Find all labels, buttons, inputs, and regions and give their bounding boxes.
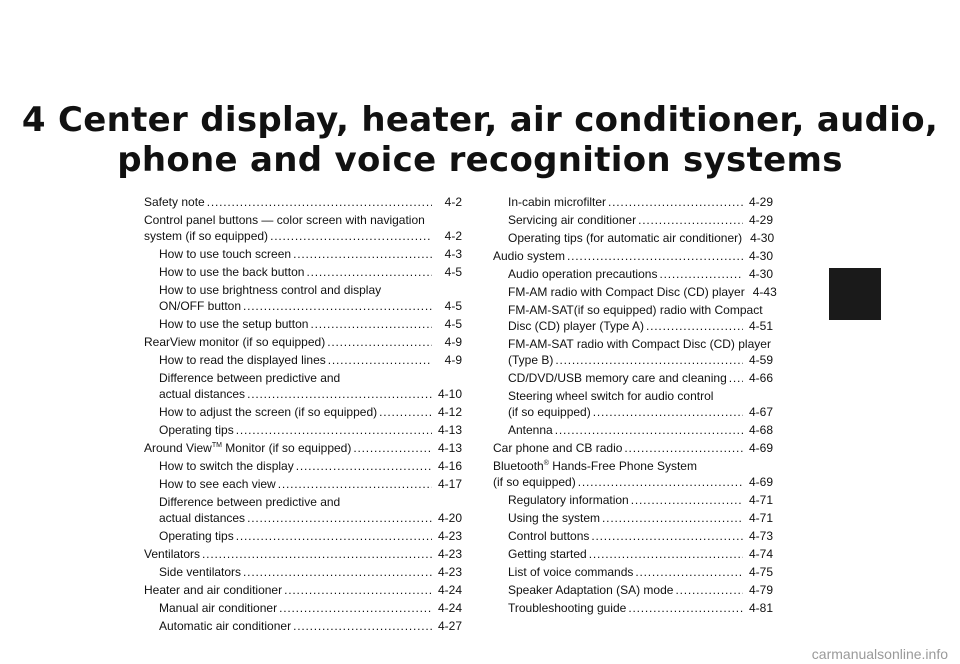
toc-entry-label — [144, 334, 325, 350]
dot-leader — [278, 476, 432, 492]
toc-entry-label — [159, 528, 234, 544]
toc-entry-label-text: Ventilators — [144, 547, 201, 561]
toc-entry-prefix — [508, 388, 773, 404]
toc-entry-row — [508, 492, 773, 508]
toc-right-column — [493, 194, 777, 618]
toc-entry-page: 4-67 — [748, 405, 773, 419]
toc-entry[interactable] — [493, 230, 773, 246]
dot-leader — [236, 528, 432, 544]
toc-entry-prefix-text: Hands-Free Phone System — [548, 459, 697, 473]
toc-entry-label-text: How to read the displayed lines — [159, 353, 326, 367]
toc-entry-label — [508, 564, 633, 580]
toc-entry-page: 4-75 — [748, 565, 773, 579]
toc-entry[interactable] — [144, 582, 462, 598]
dot-leader — [675, 582, 743, 598]
toc-entry-label — [144, 582, 282, 598]
dot-leader — [306, 264, 432, 280]
toc-entry-row — [159, 476, 462, 492]
dot-leader — [243, 564, 432, 580]
toc-entry-label-text: Operating tips — [159, 529, 234, 543]
toc-entry-page: 4-24 — [437, 583, 462, 597]
toc-entry-row — [508, 510, 773, 526]
toc-entry-label-text: How to adjust the screen (if so equipped) — [159, 405, 378, 419]
toc-entry[interactable] — [493, 336, 773, 368]
toc-entry-label — [508, 352, 553, 368]
toc-entry-page: 4-17 — [437, 477, 462, 491]
toc-entry[interactable] — [144, 528, 462, 544]
toc-entry-label — [159, 510, 245, 526]
toc-entry-label — [159, 246, 291, 262]
toc-entry-row — [159, 600, 462, 616]
dot-leader — [327, 334, 432, 350]
toc-entry-row — [508, 370, 773, 386]
toc-entry[interactable] — [144, 476, 462, 492]
toc-entry-row — [159, 564, 462, 580]
toc-entry-label-text: Control buttons — [508, 529, 590, 543]
toc-entry-page: 4-69 — [748, 475, 773, 489]
dot-leader — [310, 316, 432, 332]
dot-leader — [602, 510, 743, 526]
dot-leader — [729, 370, 743, 386]
toc-entry-row — [159, 246, 462, 262]
toc-entry-page: 4-29 — [748, 195, 773, 209]
toc-entry[interactable] — [493, 546, 773, 562]
toc-entry-label-text: Regulatory information — [508, 493, 629, 507]
toc-entry[interactable] — [144, 352, 462, 368]
toc-entry-label-text: Operating tips (for automatic air conditioner) — [508, 231, 743, 245]
dot-leader — [555, 352, 743, 368]
toc-entry-row — [144, 228, 462, 244]
toc-entry[interactable] — [144, 618, 462, 634]
toc-entry-row — [159, 316, 462, 332]
toc-entry-page: 4-30 — [748, 249, 773, 263]
dot-leader — [296, 458, 432, 474]
toc-entry-label — [508, 266, 657, 282]
toc-entry-page: 4-16 — [437, 459, 462, 473]
toc-entry-label-text: Troubleshooting guide — [508, 601, 627, 615]
toc-entry-label — [159, 264, 304, 280]
toc-entry-row — [508, 212, 773, 228]
toc-entry-row — [159, 510, 462, 526]
toc-entry-label-text: Disc (CD) player (Type A) — [508, 319, 645, 333]
toc-entry-label-text: Getting started — [508, 547, 587, 561]
toc-entry-label-text: actual distances — [159, 387, 246, 401]
toc-entry-label-text: How to switch the display — [159, 459, 294, 473]
toc-entry-prefix-text: Difference between predictive and — [159, 371, 341, 385]
toc-entry[interactable] — [144, 546, 462, 562]
toc-entry-row — [159, 422, 462, 438]
toc-entry-prefix — [508, 336, 773, 352]
toc-entry-label-text: (if so equipped) — [493, 475, 576, 489]
toc-entry[interactable] — [144, 334, 462, 350]
toc-entry-prefix — [159, 282, 462, 298]
dot-leader — [567, 248, 743, 264]
watermark: carmanualsonline.info — [811, 646, 948, 662]
toc-entry-label-text: Car phone and CB radio — [493, 441, 623, 455]
toc-entry-row — [159, 528, 462, 544]
toc-entry-prefix — [159, 370, 462, 386]
toc-entry-label — [508, 600, 626, 616]
toc-entry[interactable] — [144, 264, 462, 280]
toc-entry-row — [508, 318, 773, 334]
toc-entry-row — [144, 334, 462, 350]
toc-entry-label-text: Speaker Adaptation (SA) mode — [508, 583, 674, 597]
toc-entry-row — [144, 582, 462, 598]
toc-entry-label — [508, 546, 587, 562]
toc-entry-label — [508, 318, 644, 334]
toc-entry-prefix-text: Control panel buttons — color screen with navigation — [144, 213, 425, 227]
trademark-mark: TM — [211, 442, 222, 449]
toc-entry-label-text: Audio system — [493, 249, 566, 263]
toc-entry-page: 4-24 — [437, 601, 462, 615]
toc-entry-label — [159, 316, 308, 332]
toc-entry[interactable] — [144, 404, 462, 420]
toc-entry-page: 4-13 — [437, 441, 462, 455]
toc-entry-row — [144, 440, 462, 456]
toc-entry-label — [159, 422, 234, 438]
toc-entry-page: 4-68 — [748, 423, 773, 437]
toc-entry-page: 4-51 — [748, 319, 773, 333]
trademark-mark: ® — [543, 460, 549, 467]
toc-entry-prefix — [493, 458, 773, 474]
toc-entry-label — [508, 404, 591, 420]
toc-entry-row — [508, 404, 773, 420]
dot-leader — [247, 510, 432, 526]
toc-entry[interactable] — [144, 246, 462, 262]
toc-entry-label — [144, 228, 268, 244]
toc-entry[interactable] — [493, 248, 773, 264]
toc-entry-page: 4-23 — [437, 547, 462, 561]
toc-entry-row — [144, 194, 462, 210]
dot-leader — [659, 266, 743, 282]
toc-entry-row — [508, 422, 773, 438]
toc-entry-row — [159, 298, 462, 314]
dot-leader — [631, 492, 743, 508]
toc-entry-page: 4-5 — [444, 299, 462, 313]
toc-entry-label — [508, 528, 589, 544]
toc-entry-page: 4-74 — [748, 547, 773, 561]
toc-entry-label — [508, 510, 600, 526]
toc-entry-label-text: (Type B) — [508, 353, 554, 367]
page-title — [0, 100, 960, 180]
toc-entry-page: 4-29 — [748, 213, 773, 227]
toc-entry[interactable] — [493, 492, 773, 508]
toc-entry[interactable] — [493, 266, 773, 282]
dot-leader — [593, 404, 743, 420]
toc-entry-page: 4-2 — [444, 195, 462, 209]
dot-leader — [635, 564, 743, 580]
toc-entry-row — [508, 230, 773, 246]
toc-entry-label — [493, 474, 576, 490]
dot-leader — [379, 404, 432, 420]
toc-entry-row — [159, 458, 462, 474]
toc-entry-label-text: Audio operation precautions — [508, 267, 658, 281]
toc-entry-page: 4-73 — [748, 529, 773, 543]
toc-entry-page: 4-5 — [444, 265, 462, 279]
toc-entry-row — [493, 248, 773, 264]
toc-entry-prefix-text: How to use brightness control and display — [159, 283, 382, 297]
dot-leader — [236, 422, 432, 438]
toc-entry[interactable] — [144, 370, 462, 402]
toc-entry[interactable] — [493, 194, 773, 210]
toc-entry-row — [159, 264, 462, 280]
toc-entry-label-text: How to use the back button — [159, 265, 305, 279]
dot-leader — [578, 474, 743, 490]
toc-entry[interactable] — [144, 422, 462, 438]
toc-entry-prefix-text: Steering wheel switch for audio control — [508, 389, 714, 403]
dot-leader — [293, 618, 432, 634]
toc-entry-page: 4-71 — [748, 511, 773, 525]
dot-leader — [589, 546, 743, 562]
toc-entry-page: 4-9 — [444, 353, 462, 367]
dot-leader — [202, 546, 432, 562]
toc-entry[interactable] — [493, 284, 777, 300]
toc-entry[interactable] — [493, 600, 773, 616]
toc-entry-label — [159, 600, 277, 616]
toc-entry-label — [508, 492, 629, 508]
toc-entry-label — [159, 298, 241, 314]
toc-entry[interactable] — [493, 440, 773, 456]
toc-entry-label-text: ON/OFF button — [159, 299, 242, 313]
dot-leader — [243, 298, 432, 314]
toc-entry[interactable] — [144, 458, 462, 474]
toc-entry-label-text: system (if so equipped) — [144, 229, 269, 243]
toc-entry-page: 4-66 — [748, 371, 773, 385]
dot-leader — [624, 440, 743, 456]
toc-entry-label — [508, 422, 553, 438]
toc-entry-label — [493, 440, 622, 456]
toc-entry-label — [144, 440, 351, 456]
toc-entry[interactable] — [144, 212, 462, 244]
toc-entry-row — [508, 528, 773, 544]
toc-entry-label-text: FM-AM radio with Compact Disc (CD) player — [508, 285, 745, 299]
toc-entry-label-text: (if so equipped) — [508, 405, 591, 419]
toc-entry-page: 4-30 — [748, 267, 773, 281]
toc-entry-row — [159, 386, 462, 402]
toc-entry-label-text: RearView monitor (if so equipped) — [144, 335, 326, 349]
toc-entry-page: 4-9 — [444, 335, 462, 349]
toc-entry-page: 4-30 — [750, 231, 775, 245]
toc-entry[interactable] — [493, 388, 773, 420]
toc-entry-label — [159, 618, 291, 634]
toc-entry-label-text: Operating tips — [159, 423, 234, 437]
toc-entry-page: 4-20 — [437, 511, 462, 525]
toc-entry-page: 4-27 — [437, 619, 462, 633]
toc-entry-page: 4-23 — [437, 529, 462, 543]
toc-entry-label-text: Monitor (if so equipped) — [221, 441, 352, 455]
toc-entry-page: 4-79 — [748, 583, 773, 597]
toc-entry-label — [493, 248, 565, 264]
dot-leader — [284, 582, 432, 598]
toc-entry-label — [508, 194, 606, 210]
toc-entry[interactable] — [493, 302, 773, 334]
toc-entry-label — [159, 476, 276, 492]
toc-entry-label — [159, 564, 241, 580]
toc-entry-page: 4-81 — [748, 601, 773, 615]
toc-entry-label — [508, 284, 745, 300]
toc-entry-prefix — [508, 302, 773, 318]
toc-entry-page: 4-10 — [437, 387, 462, 401]
toc-entry-label-text: Using the system — [508, 511, 601, 525]
toc-entry-page: 4-43 — [752, 285, 777, 299]
toc-entry-page: 4-23 — [437, 565, 462, 579]
toc-entry-prefix-text: Bluetooth — [493, 459, 544, 473]
toc-entry-label-text: How to see each view — [159, 477, 276, 491]
dot-leader — [207, 194, 432, 210]
toc-entry-label — [508, 212, 636, 228]
toc-entry-prefix — [144, 212, 462, 228]
toc-entry-label-text: How to use touch screen — [159, 247, 292, 261]
toc-entry-label — [159, 386, 245, 402]
toc-entry[interactable] — [144, 600, 462, 616]
toc-entry-page: 4-2 — [444, 229, 462, 243]
dot-leader — [628, 600, 743, 616]
toc-entry[interactable] — [144, 194, 462, 210]
toc-entry-row — [144, 546, 462, 562]
toc-entry[interactable] — [493, 582, 773, 598]
toc-entry-row — [508, 352, 773, 368]
toc-entry-label — [159, 458, 294, 474]
toc-entry[interactable] — [493, 528, 773, 544]
toc-entry-label-text: CD/DVD/USB memory care and cleaning — [508, 371, 727, 385]
dot-leader — [591, 528, 743, 544]
dot-leader — [638, 212, 743, 228]
toc-entry-page: 4-59 — [748, 353, 773, 367]
toc-entry-row — [508, 284, 777, 300]
toc-entry-row — [508, 546, 773, 562]
toc-entry-page: 4-69 — [748, 441, 773, 455]
toc-entry-page: 4-12 — [437, 405, 462, 419]
dot-leader — [646, 318, 743, 334]
toc-entry-page: 4-3 — [444, 247, 462, 261]
toc-entry-label — [508, 230, 742, 246]
toc-entry-label-text: List of voice commands — [508, 565, 634, 579]
toc-entry-page: 4-13 — [437, 423, 462, 437]
toc-entry-label-text: Safety note — [144, 195, 205, 209]
toc-entry[interactable] — [493, 564, 773, 580]
toc-entry-label-text: In-cabin microfilter — [508, 195, 607, 209]
toc-entry-prefix — [159, 494, 462, 510]
toc-entry-label-text: Antenna — [508, 423, 553, 437]
toc-entry-prefix-text: FM-AM-SAT radio with Compact Disc (CD) player — [508, 337, 771, 351]
toc-entry[interactable] — [144, 494, 462, 526]
toc-left-column — [144, 194, 462, 636]
dot-leader — [353, 440, 432, 456]
toc-entry[interactable] — [144, 564, 462, 580]
toc-entry-row — [508, 266, 773, 282]
toc-entry[interactable] — [144, 316, 462, 332]
toc-entry-row — [159, 618, 462, 634]
dot-leader — [270, 228, 432, 244]
toc-entry[interactable] — [144, 440, 462, 456]
toc-entry[interactable] — [493, 510, 773, 526]
toc-entry-label-text: Manual air conditioner — [159, 601, 278, 615]
toc-entry-row — [508, 582, 773, 598]
toc-entry-label — [144, 546, 200, 562]
toc-entry-label-text: Automatic air conditioner — [159, 619, 292, 633]
toc-entry-row — [508, 194, 773, 210]
chapter-tab — [829, 268, 881, 320]
toc-entry-row — [508, 564, 773, 580]
toc-entry-label — [508, 370, 727, 386]
toc-entry-label — [159, 352, 326, 368]
toc-entry-row — [159, 352, 462, 368]
toc-entry[interactable] — [144, 282, 462, 314]
toc-entry-prefix-text: FM-AM-SAT(if so equipped) radio with Compact — [508, 303, 763, 317]
toc-entry-page: 4-5 — [444, 317, 462, 331]
toc-entry-row — [493, 474, 773, 490]
toc-entry-prefix-text: Difference between predictive and — [159, 495, 341, 509]
toc-entry[interactable] — [493, 212, 773, 228]
title-line-2: phone and voice recognition systems — [117, 140, 843, 180]
toc-entry-row — [159, 404, 462, 420]
dot-leader — [247, 386, 432, 402]
toc-entry-label-text: actual distances — [159, 511, 246, 525]
dot-leader — [279, 600, 432, 616]
toc-entry-label-text: Heater and air conditioner — [144, 583, 283, 597]
toc-entry[interactable] — [493, 458, 773, 490]
toc-entry-row — [508, 600, 773, 616]
toc-entry-label-text: Around View — [144, 441, 212, 455]
title-line-1: 4 Center display, heater, air conditioner, audio, — [21, 100, 939, 140]
toc-entry-label — [144, 194, 205, 210]
toc-entry-label-text: Servicing air conditioner — [508, 213, 637, 227]
dot-leader — [608, 194, 743, 210]
dot-leader — [328, 352, 432, 368]
toc-entry-row — [493, 440, 773, 456]
toc-entry-page: 4-71 — [748, 493, 773, 507]
toc-entry-label-text: How to use the setup button — [159, 317, 309, 331]
toc-entry[interactable] — [493, 422, 773, 438]
toc-entry[interactable] — [493, 370, 773, 386]
dot-leader — [293, 246, 432, 262]
toc-entry-label — [159, 404, 377, 420]
toc-entry-label-text: Side ventilators — [159, 565, 242, 579]
dot-leader — [555, 422, 743, 438]
toc-entry-label — [508, 582, 673, 598]
